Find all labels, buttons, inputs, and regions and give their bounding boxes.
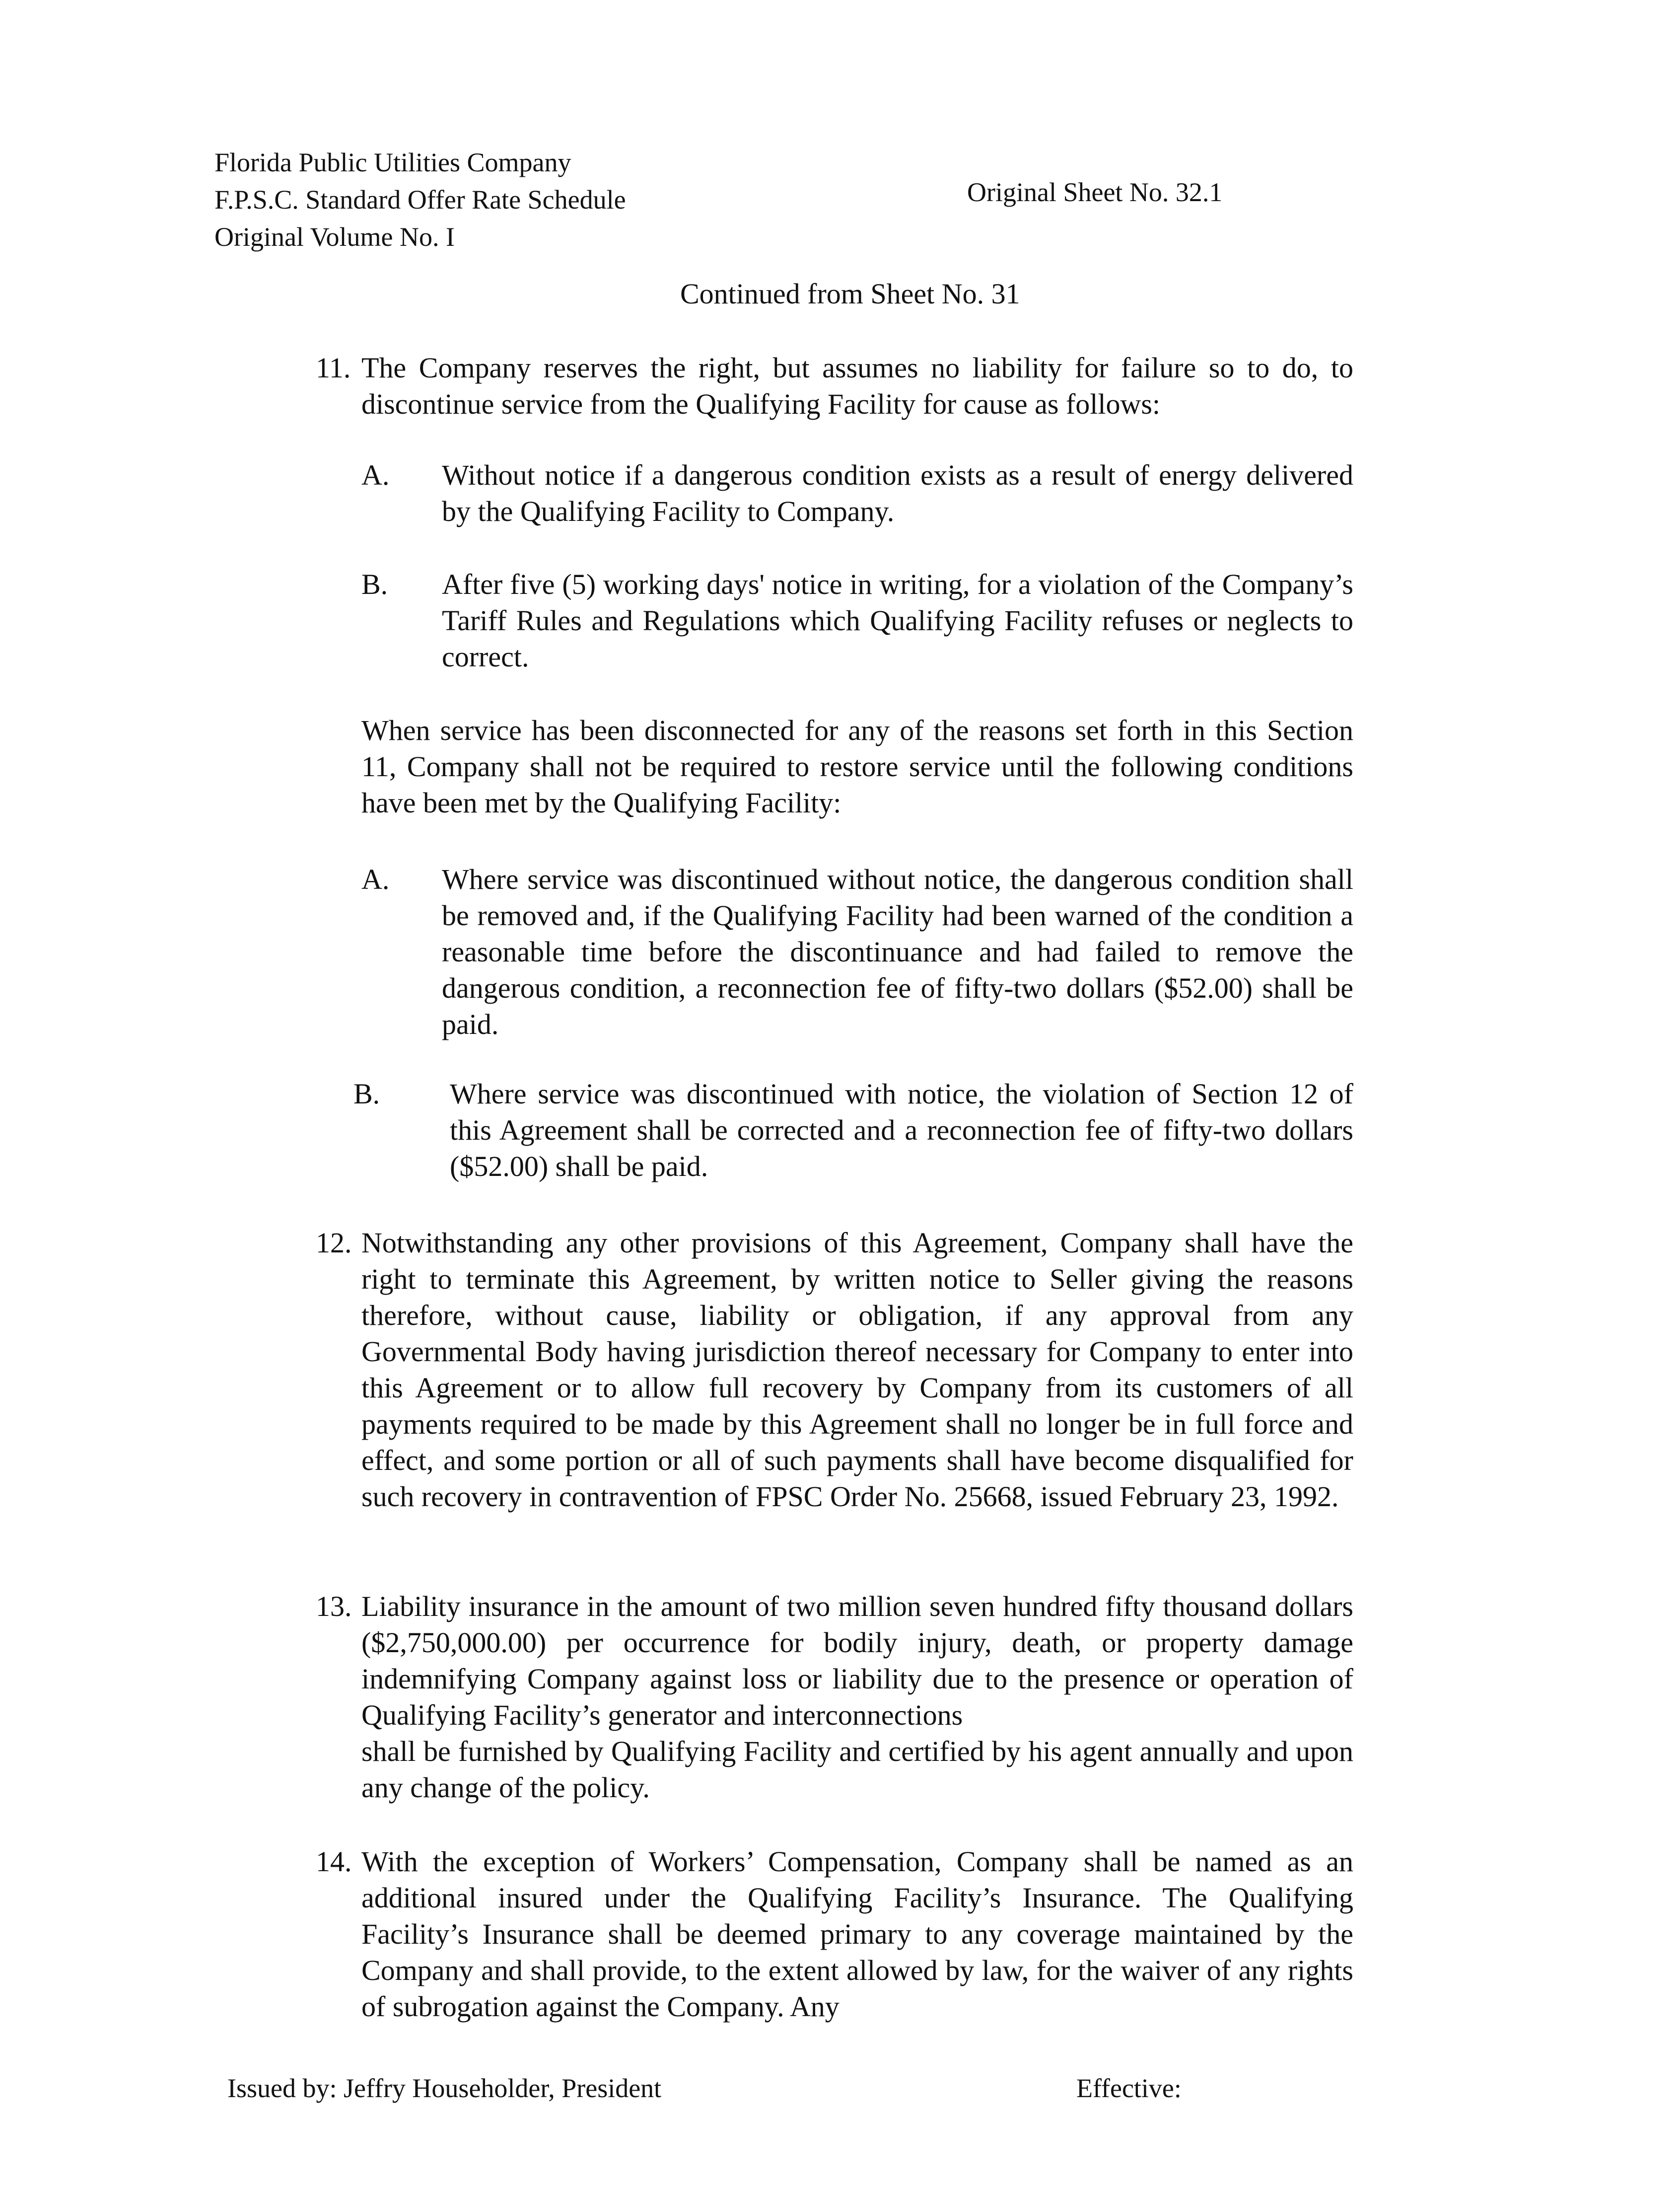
section-11 xyxy=(316,350,1353,422)
section-text-part-2: shall be furnished by Qualifying Facility and certified by his agent annually and upon any change of the policy. xyxy=(361,1735,1353,1804)
sheet-number: Original Sheet No. 32.1 xyxy=(967,177,1223,207)
rate-schedule-name: F.P.S.C. Standard Offer Rate Schedule xyxy=(214,185,626,215)
item-text: Where service was discontinued without notice, the dangerous condition shall be removed and, if the Qualifying Facility had been warned of the condition a reasonable time before the discontinuance and had failed to remove the dangerous condition, a reconnection fee of fifty-two dollars ($52.00) shall be paid. xyxy=(442,863,1353,1040)
item-letter: A. xyxy=(361,863,390,895)
restore-condition-a xyxy=(361,861,1353,1042)
section-11-item-b xyxy=(361,566,1353,675)
item-letter: B. xyxy=(361,568,388,600)
restore-condition-b xyxy=(353,1076,1353,1184)
issued-by: Issued by: Jeffry Householder, President xyxy=(227,2073,662,2103)
document-header xyxy=(214,144,626,256)
section-number: 13. xyxy=(316,1590,352,1622)
item-letter: B. xyxy=(353,1078,380,1110)
section-14 xyxy=(316,1843,1353,2025)
restore-service-paragraph: When service has been disconnected for any of the reasons set forth in this Section 11, Company shall not be required to restore service until the following conditions have been met by the Qualifying Facility: xyxy=(361,714,1353,819)
section-number: 12. xyxy=(316,1227,352,1259)
item-text: After five (5) working days' notice in writing, for a violation of the Company’s Tariff Rules and Regulations which Qualifying Facility refuses or neglects to correct. xyxy=(442,568,1353,673)
item-letter: A. xyxy=(361,459,390,491)
section-text: Notwithstanding any other provisions of this Agreement, Company shall have the right to terminate this Agreement, by written notice to Seller giving the reasons therefore, without cause, liability or obligation, if any approval from any Governmental Body having jurisdiction thereof necessary for Company to enter into this Agreement or to allow full recovery by Company from its customers of all payments required to be made by this Agreement shall no longer be in full force and effect, and some portion or all of such payments shall have become disqualified for such recovery in contravention of FPSC Order No. 25668, issued February 23, 1992. xyxy=(361,1227,1353,1513)
section-text: With the exception of Workers’ Compensation, Company shall be named as an additional insured under the Qualifying Facility’s Insurance. The Qualifying Facility’s Insurance shall be deemed primary to any coverage maintained by the Company and shall provide, to the extent allowed by law, for the waiver of any rights of subrogation against the Company. Any xyxy=(361,1845,1353,2023)
item-text: Without notice if a dangerous condition exists as a result of energy delivered by the Qualifying Facility to Company. xyxy=(442,459,1353,527)
company-name: Florida Public Utilities Company xyxy=(214,147,571,177)
section-text-part-1: Liability insurance in the amount of two million seven hundred fifty thousand dollars ($2,750,000.00) per occurrence for bodily injury, death, or property damage indemnifying Company against loss or liability due to the presence or operation of Qualifying Facility’s generator and interconnections xyxy=(361,1590,1353,1731)
section-13 xyxy=(316,1588,1353,1806)
section-11-item-a xyxy=(361,457,1353,529)
section-number: 14. xyxy=(316,1845,352,1878)
section-12 xyxy=(316,1225,1353,1515)
section-text xyxy=(361,1588,1353,1806)
section-number: 11. xyxy=(316,352,351,384)
item-text: Where service was discontinued with notice, the violation of Section 12 of this Agreement shall be corrected and a reconnection fee of fifty-two dollars ($52.00) shall be paid. xyxy=(450,1078,1353,1182)
volume-number: Original Volume No. I xyxy=(214,222,455,252)
effective-date-label: Effective: xyxy=(1076,2073,1182,2103)
section-text: The Company reserves the right, but assumes no liability for failure so to do, to discontinue service from the Qualifying Facility for cause as follows: xyxy=(361,352,1353,420)
continued-from-note: Continued from Sheet No. 31 xyxy=(680,278,1020,310)
